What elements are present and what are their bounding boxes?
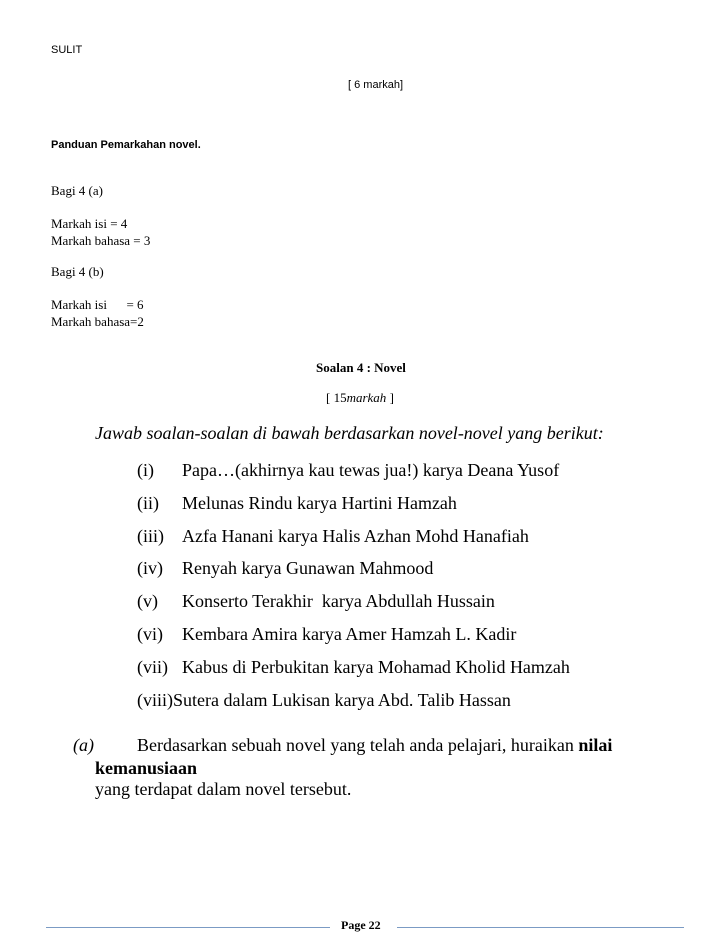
- novel-number: (i): [137, 460, 154, 480]
- novel-item: [137, 460, 657, 484]
- novel-number: (iv): [137, 558, 163, 578]
- novel-item: [137, 657, 657, 681]
- novel-title: Konserto Terakhir karya Abdullah Hussain: [182, 591, 495, 611]
- novel-item: [137, 558, 657, 582]
- novel-item: [137, 591, 657, 615]
- novel-number: (vi): [137, 624, 163, 644]
- novel-item: [137, 690, 657, 714]
- footer-divider-right: [397, 927, 684, 928]
- part-a-text-after: yang terdapat dalam novel tersebut.: [95, 779, 352, 799]
- guide-part-a-label: Bagi 4 (a): [51, 183, 103, 198]
- header-label: SULIT: [51, 44, 83, 56]
- part-a-bold-nilai: nilai: [578, 735, 613, 755]
- footer-divider-left: [46, 927, 330, 928]
- novel-item: [137, 493, 657, 517]
- marks-open: [ 15: [326, 390, 347, 405]
- novel-title: Melunas Rindu karya Hartini Hamzah: [182, 493, 457, 513]
- part-a-question-line1: [137, 735, 612, 756]
- novel-item: [137, 624, 657, 648]
- novel-number: (v): [137, 591, 158, 611]
- novel-number: (viii): [137, 690, 173, 710]
- guide-title: Panduan Pemarkahan novel.: [51, 139, 201, 151]
- guide-part-b-label: Bagi 4 (b): [51, 264, 104, 279]
- novel-number: (iii): [137, 526, 164, 546]
- question-marks: [326, 390, 394, 406]
- guide-part-a-bahasa: Markah bahasa = 3: [51, 233, 151, 248]
- novel-title: Renyah karya Gunawan Mahmood: [182, 558, 434, 578]
- novel-title: Azfa Hanani karya Halis Azhan Mohd Hanafiah: [182, 526, 529, 546]
- guide-part-b-isi: Markah isi = 6: [51, 297, 144, 312]
- marks-label: [ 6 markah]: [348, 79, 404, 91]
- guide-part-b-bahasa: Markah bahasa=2: [51, 314, 144, 329]
- part-a-bold-kemanusiaan: kemanusiaan: [95, 758, 198, 778]
- novel-title: Papa…(akhirnya kau tewas jua!) karya Deana Yusof: [182, 460, 560, 480]
- question-instruction: Jawab soalan-soalan di bawah berdasarkan novel-novel yang berikut:: [95, 423, 604, 443]
- novel-title: Sutera dalam Lukisan karya Abd. Talib Hassan: [173, 690, 511, 710]
- guide-part-a-isi: Markah isi = 4: [51, 216, 128, 231]
- novel-title: Kabus di Perbukitan karya Mohamad Kholid Hamzah: [182, 657, 570, 677]
- novel-number: (ii): [137, 493, 159, 513]
- novel-item: [137, 526, 657, 550]
- part-a-text: Berdasarkan sebuah novel yang telah anda pelajari, huraikan: [137, 735, 579, 755]
- marks-close: ]: [386, 390, 394, 405]
- novel-number: (vii): [137, 657, 168, 677]
- part-a-label: (a): [73, 735, 94, 755]
- question-title: Soalan 4 : Novel: [316, 360, 406, 375]
- page-number: Page 22: [341, 918, 381, 932]
- novel-title: Kembara Amira karya Amer Hamzah L. Kadir: [182, 624, 517, 644]
- marks-word: markah: [346, 390, 387, 405]
